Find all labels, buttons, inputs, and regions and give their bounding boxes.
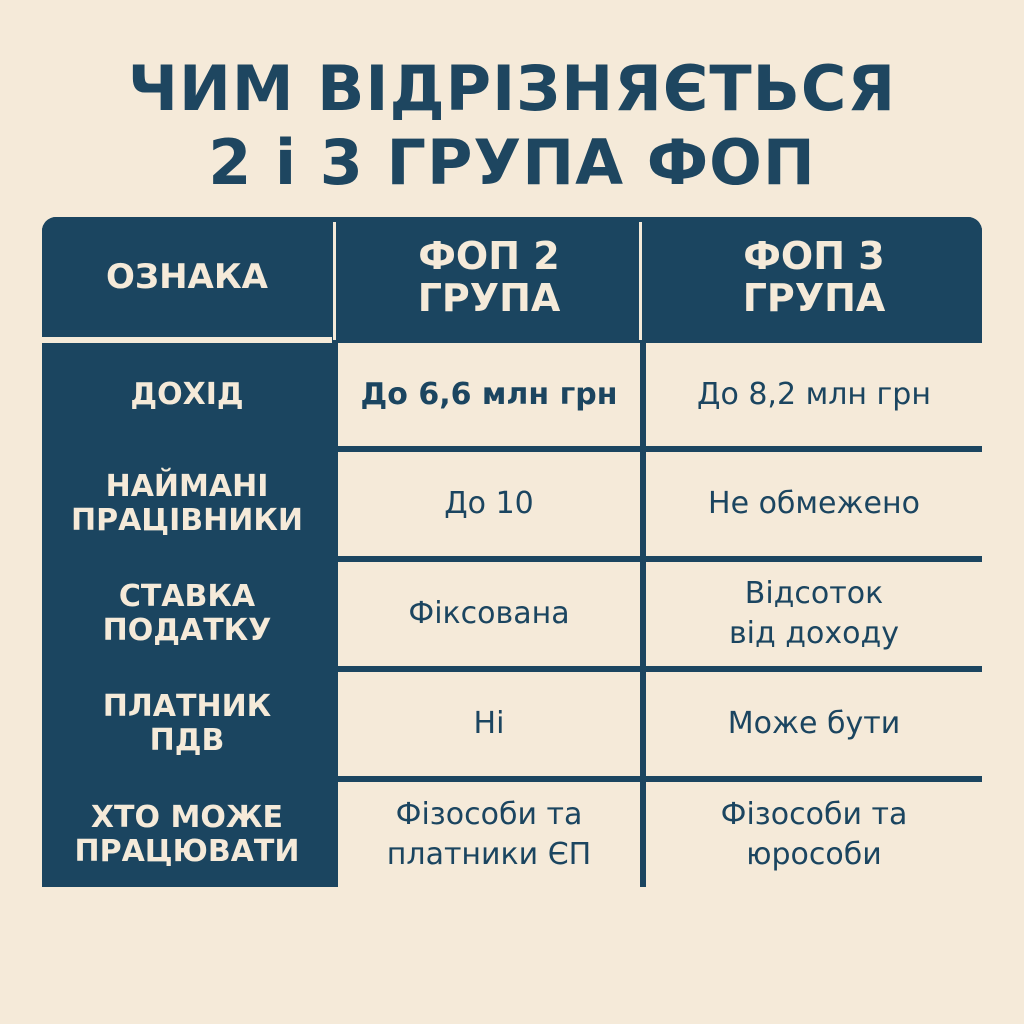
header-fop3-label: ФОП 3 ГРУПА	[742, 234, 886, 320]
header-fop2	[338, 217, 640, 337]
cell-value: До 8,2 млн грн	[697, 376, 931, 412]
header-column-divider	[639, 222, 642, 340]
row-employees-fop2	[338, 452, 640, 556]
row-clients-label	[42, 782, 332, 887]
row-tax-rate-label	[42, 562, 332, 666]
cell-value: До 6,6 млн грн	[360, 376, 618, 412]
header-divider	[42, 337, 332, 343]
cell-value: Фізособи та юрособи	[720, 796, 908, 872]
cell-value: Не обмежено	[708, 486, 920, 521]
header-feature-label: ОЗНАКА	[106, 257, 268, 297]
cell-value: Може бути	[727, 706, 901, 741]
row-employees-fop3	[646, 452, 982, 556]
row-label-text: ДОХІД	[130, 376, 244, 412]
title-line-2: 2 і 3 ГРУПА ФОП	[208, 126, 816, 199]
header-fop2-label: ФОП 2 ГРУПА	[417, 234, 561, 320]
row-tax-rate-fop2	[338, 562, 640, 666]
row-income-fop3	[646, 343, 982, 446]
row-clients-fop2	[338, 782, 640, 887]
cell-value: Ні	[473, 706, 505, 741]
row-employees-label	[42, 452, 332, 556]
header-feature	[42, 217, 332, 337]
cell-value: Фіксована	[408, 596, 570, 631]
cell-value: Фізособи та платники ЄП	[386, 796, 592, 872]
title-line-1: ЧИМ ВІДРІЗНЯЄТЬСЯ	[127, 52, 897, 125]
header-column-divider	[333, 222, 336, 340]
page-title	[0, 52, 1024, 200]
row-clients-fop3	[646, 782, 982, 887]
row-label-text: ПЛАТНИК ПДВ	[102, 689, 272, 758]
row-label-text: ХТО МОЖЕ ПРАЦЮВАТИ	[74, 799, 300, 869]
header-fop3	[646, 217, 982, 337]
row-label-text: НАЙМАНІ ПРАЦІВНИКИ	[70, 469, 304, 538]
row-label-text: СТАВКА ПОДАТКУ	[102, 579, 272, 648]
row-vat-label	[42, 672, 332, 776]
row-vat-fop3	[646, 672, 982, 776]
cell-value: До 10	[444, 486, 534, 521]
comparison-table	[42, 217, 982, 887]
cell-value: Відсоток від доходу	[729, 576, 899, 651]
row-vat-fop2	[338, 672, 640, 776]
row-income-fop2	[338, 343, 640, 446]
row-tax-rate-fop3	[646, 562, 982, 666]
row-income-label	[42, 343, 332, 446]
